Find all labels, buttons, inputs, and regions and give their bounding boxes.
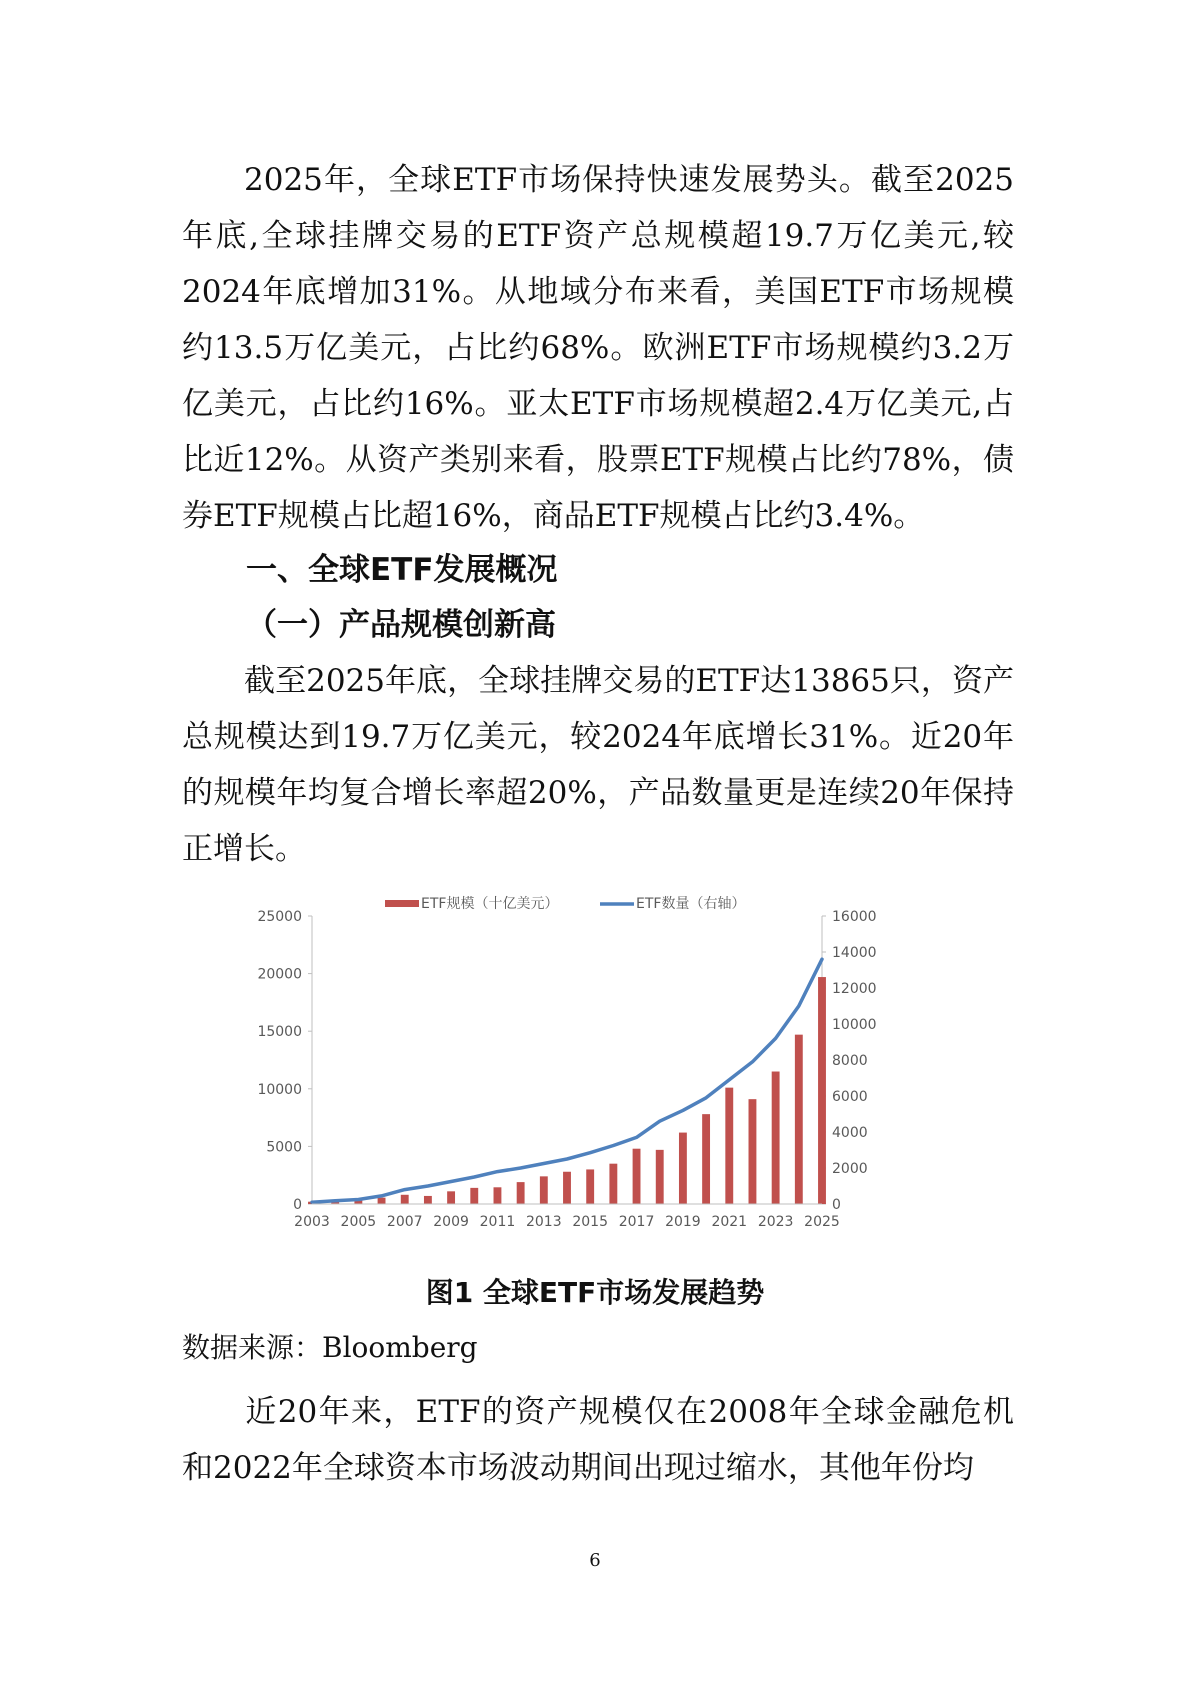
- left-axis-tick-label: 10000: [257, 1081, 302, 1098]
- etf-size-bar: [401, 1195, 409, 1204]
- x-axis-tick-label: 2015: [572, 1214, 609, 1230]
- right-axis-tick-label: 0: [832, 1197, 841, 1213]
- legend-label-line: ETF数量（右轴）: [636, 896, 746, 912]
- subsection-heading: （一）产品规模创新高: [246, 607, 556, 643]
- left-axis-tick-label: 5000: [266, 1139, 302, 1156]
- data-source: 数据来源：Bloomberg: [182, 1331, 478, 1364]
- legend-swatch-bar: [385, 900, 419, 907]
- etf-count-line: [312, 959, 822, 1202]
- right-axis-tick-label: 6000: [832, 1089, 868, 1105]
- left-axis-tick-label: 20000: [257, 966, 302, 983]
- etf-size-bar: [563, 1172, 571, 1204]
- etf-size-bar: [795, 1035, 803, 1204]
- x-axis-tick-label: 2003: [294, 1214, 330, 1230]
- figure-caption: 图1 全球ETF市场发展趋势: [425, 1276, 765, 1309]
- x-axis-tick-label: 2013: [525, 1214, 562, 1230]
- x-axis-tick-label: 2023: [757, 1214, 794, 1230]
- x-axis-tick-label: 2021: [711, 1214, 748, 1230]
- etf-size-bar: [679, 1133, 687, 1204]
- etf-size-bar: [818, 977, 826, 1204]
- etf-size-bar: [540, 1176, 548, 1204]
- x-axis-tick-label: 2011: [479, 1214, 516, 1230]
- etf-size-bar: [725, 1088, 733, 1204]
- right-axis-tick-label: 14000: [832, 945, 877, 961]
- right-axis-tick-label: 16000: [832, 909, 877, 925]
- intro-text: 2025年，全球ETF市场保持快速发展势头。截至2025年底,全球挂牌交易的ETF资产总规模超19.7万亿美元,较2024年底增加31%。从地域分布来看，美国ETF市场规模约13.5万亿美元，占比约68%。欧洲ETF市场规模约3.2万亿美元，占比约16%。亚太ETF市场规模超2.4万亿美元,占比近12%。从资产类别来看，股票ETF规模占比约78%，债券ETF规模占比超16%，商品ETF规模占比约3.4%。: [182, 162, 1014, 534]
- right-axis-tick-label: 10000: [832, 1017, 877, 1033]
- chart-legend: [385, 895, 745, 912]
- etf-size-bar: [586, 1169, 594, 1204]
- history-text: 近20年来，ETF的资产规模仅在2008年全球金融危机和2022年全球资本市场波动期间出现过缩水，其他年份均: [182, 1394, 1014, 1486]
- left-axis-tick-label: 25000: [257, 909, 302, 925]
- etf-size-bar: [378, 1198, 386, 1204]
- scale-text: 截至2025年底，全球挂牌交易的ETF达13865只，资产总规模达到19.7万亿美元，较2024年底增长31%。近20年的规模年均复合增长率超20%，产品数量更是连续20年保持正增长。: [182, 663, 1014, 867]
- intro-paragraph: [182, 152, 1014, 544]
- left-axis-tick-label: 0: [293, 1197, 302, 1213]
- bar-series: [308, 977, 826, 1204]
- x-axis-tick-label: 2017: [618, 1214, 655, 1230]
- left-axis: [257, 909, 312, 1213]
- etf-size-bar: [447, 1191, 455, 1204]
- right-axis-tick-label: 4000: [832, 1125, 868, 1141]
- x-axis: [294, 1204, 840, 1230]
- x-axis-tick-label: 2019: [665, 1214, 701, 1230]
- right-axis-tick-label: 8000: [832, 1053, 868, 1069]
- right-axis-tick-label: 2000: [832, 1161, 868, 1177]
- x-axis-tick-label: 2007: [386, 1214, 423, 1230]
- etf-size-bar: [633, 1149, 641, 1204]
- etf-size-bar: [749, 1099, 757, 1204]
- x-axis-tick-label: 2009: [433, 1214, 469, 1230]
- etf-size-bar: [424, 1196, 432, 1204]
- etf-size-bar: [702, 1114, 710, 1204]
- page-number: 6: [589, 1550, 601, 1571]
- etf-trend-chart: [250, 892, 960, 1264]
- section-heading: 一、全球ETF发展概况: [246, 552, 558, 588]
- history-paragraph: [182, 1384, 1014, 1496]
- right-axis: [822, 909, 877, 1213]
- etf-size-bar: [656, 1150, 664, 1204]
- etf-size-bar: [517, 1182, 525, 1204]
- etf-size-bar: [609, 1164, 617, 1204]
- line-series: [312, 959, 822, 1202]
- etf-size-bar: [494, 1187, 502, 1204]
- right-axis-tick-label: 12000: [832, 981, 877, 997]
- legend-label-bar: ETF规模（十亿美元）: [421, 896, 559, 912]
- left-axis-tick-label: 15000: [257, 1024, 302, 1041]
- scale-paragraph: [182, 653, 1014, 877]
- etf-size-bar: [470, 1188, 478, 1204]
- x-axis-tick-label: 2025: [804, 1214, 840, 1230]
- etf-size-bar: [772, 1072, 780, 1204]
- x-axis-tick-label: 2005: [340, 1214, 377, 1230]
